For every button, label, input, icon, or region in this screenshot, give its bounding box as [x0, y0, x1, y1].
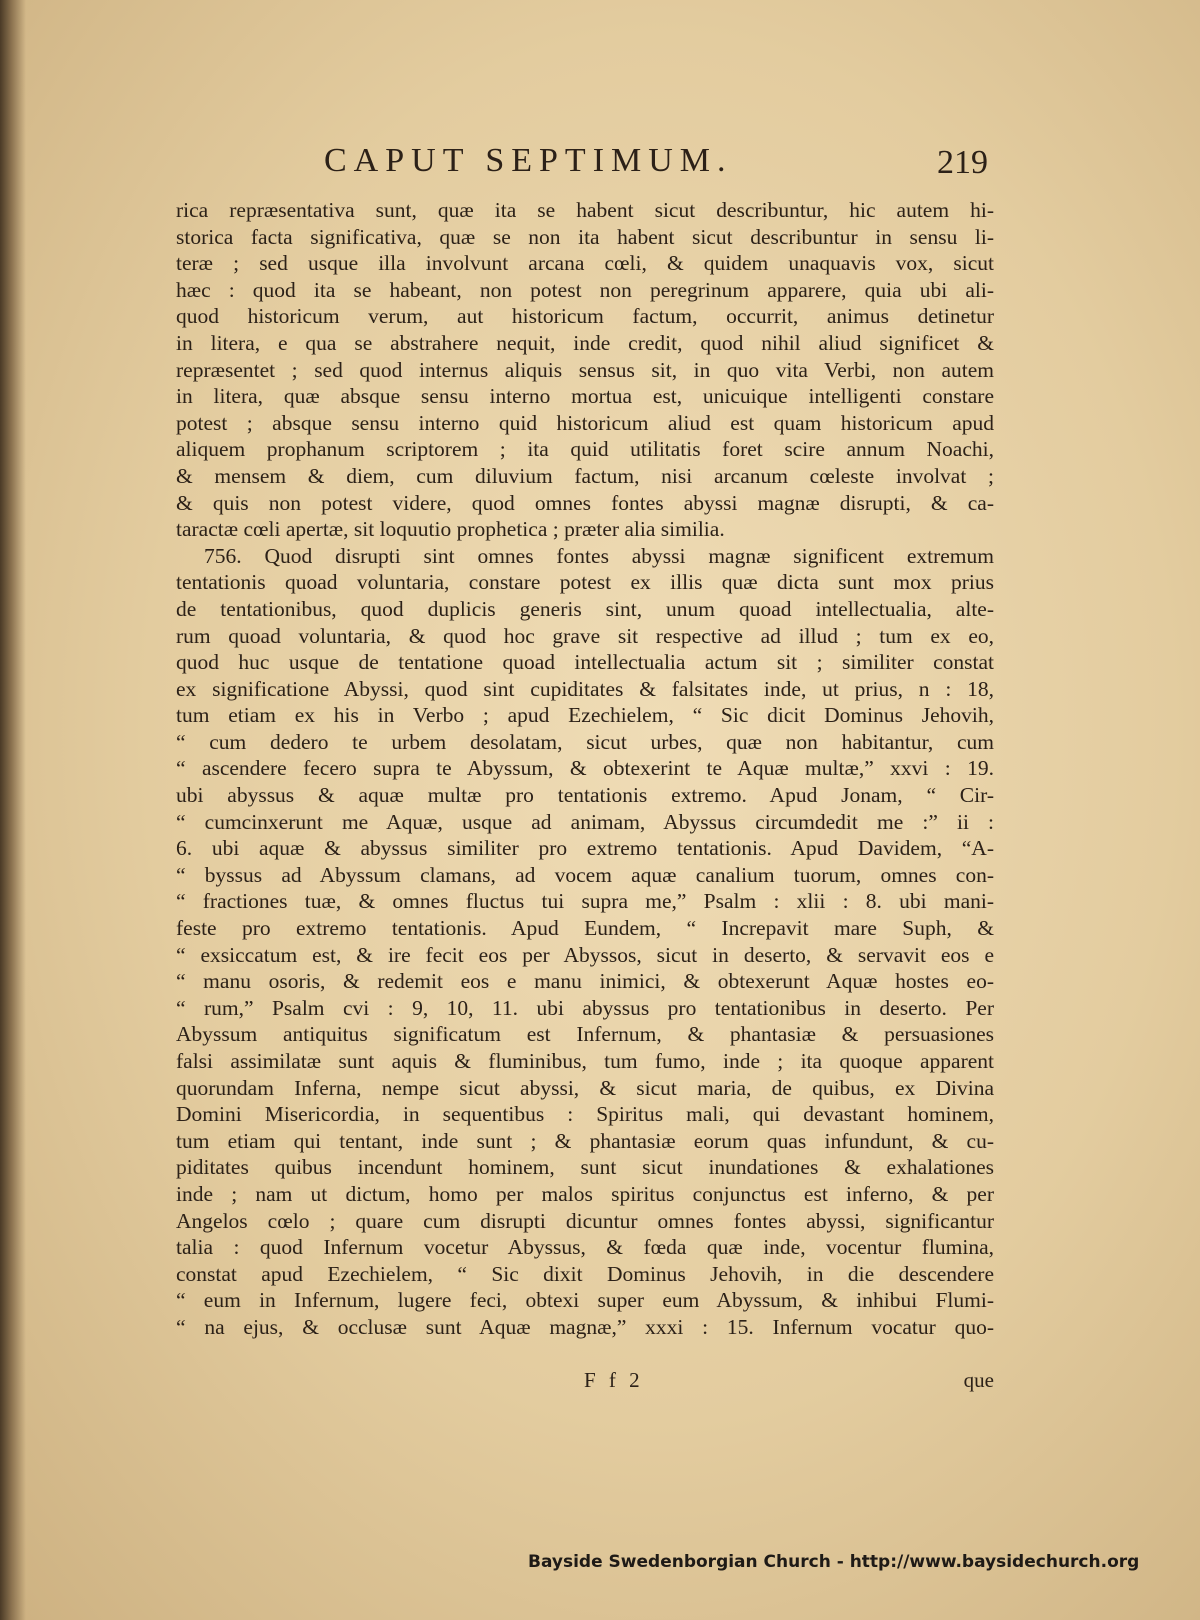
- text-line: potest ; absque sensu interno quid historicum aliud est quam historicum apud: [176, 410, 994, 435]
- text-line: inde ; nam ut dictum, homo per malos spiritus conjunctus est inferno, & per: [176, 1181, 994, 1206]
- book-gutter-shadow: [0, 0, 26, 1620]
- paragraph-756-start: 756. Quod disrupti sint omnes fontes abyssi magnæ significent extremum: [204, 543, 994, 568]
- running-title: CAPUT SEPTIMUM.: [324, 142, 733, 179]
- page-number: 219: [937, 144, 988, 181]
- text-line: falsi assimilatæ sunt aquis & fluminibus, tum fumo, inde ; ita quoque apparent: [176, 1049, 994, 1073]
- text-line: quorundam Inferna, nempe sicut abyssi, & sicut maria, de quibus, ex Divina: [176, 1075, 994, 1100]
- text-line: taractæ cœli apertæ, sit loquutio prophetica ; præter alia similia.: [176, 517, 725, 542]
- text-line: rica repræsentativa sunt, quæ ita se habent sicut describuntur, hic autem hi-: [176, 198, 994, 222]
- text-line: tentationis quoad voluntaria, constare potest ex illis quæ dicta sunt mox prius: [176, 570, 994, 595]
- text-line: quod huc usque de tentatione quoad intellectualia actum sit ; similiter constat: [176, 650, 994, 675]
- text-line: talia : quod Infernum vocetur Abyssus, & fœda quæ inde, vocentur flumina,: [176, 1235, 994, 1260]
- text-line: ex significatione Abyssi, quod sint cupiditates & falsitates inde, ut prius, n : 18,: [176, 676, 994, 701]
- text-line: in litera, e qua se abstrahere nequit, inde credit, quod nihil aliud significet &: [176, 330, 994, 355]
- text-line: “ na ejus, & occlusæ sunt Aquæ magnæ,” xxxi : 15. Infernum vocatur quo-: [176, 1314, 994, 1339]
- text-line: 6. ubi aquæ & abyssus similiter pro extremo tentationis. Apud Davidem, “A-: [176, 836, 994, 861]
- text-line: & mensem & diem, cum diluvium factum, nisi arcanum cœleste involvat ;: [176, 463, 994, 488]
- text-line: “ cumcinxerunt me Aquæ, usque ad animam, Abyssus circumdedit me :” ii :: [176, 809, 994, 834]
- text-line: storica facta significativa, quæ se non ita habent sicut describuntur in sensu li-: [176, 224, 994, 249]
- text-line: “ manu osoris, & redemit eos e manu inimici, & obtexerunt Aquæ hostes eo-: [176, 969, 994, 994]
- text-line: “ eum in Infernum, lugere feci, obtexi super eum Abyssum, & inhibui Flumi-: [176, 1288, 994, 1313]
- text-line: tum etiam ex his in Verbo ; apud Ezechielem, “ Sic dicit Dominus Jehovih,: [176, 703, 994, 728]
- watermark-credit: Bayside Swedenborgian Church - http://www.baysidechurch.org: [528, 1552, 1140, 1572]
- text-line: ubi abyssus & aquæ multæ pro tentationis extremo. Apud Jonam, “ Cir-: [176, 783, 994, 808]
- catchword: que: [963, 1368, 994, 1392]
- text-line: piditates quibus incendunt hominem, sunt sicut inundationes & exhalationes: [176, 1155, 994, 1180]
- text-line: quod historicum verum, aut historicum factum, occurrit, animus detinetur: [176, 304, 994, 329]
- text-line: Domini Misericordia, in sequentibus : Spiritus mali, qui devastant hominem,: [176, 1102, 994, 1127]
- text-line: “ cum dedero te urbem desolatam, sicut urbes, quæ non habitantur, cum: [176, 729, 994, 754]
- text-line: repræsentet ; sed quod internus aliquis sensus sit, in quo vita Verbi, non autem: [176, 357, 994, 382]
- text-line: “ rum,” Psalm cvi : 9, 10, 11. ubi abyssus pro tentationibus in deserto. Per: [176, 995, 994, 1020]
- text-line: Abyssum antiquitus significatum est Infernum, & phantasiæ & persuasiones: [176, 1022, 994, 1047]
- text-line: “ exsiccatum est, & ire fecit eos per Abyssos, sicut in deserto, & servavit eos e: [176, 942, 994, 967]
- text-line: Angelos cœlo ; quare cum disrupti dicuntur omnes fontes abyssi, significantur: [176, 1208, 994, 1233]
- text-line: & quis non potest videre, quod omnes fontes abyssi magnæ disrupti, & ca-: [176, 490, 994, 515]
- text-line: “ ascendere fecero supra te Abyssum, & obtexerint te Aquæ multæ,” xxvi : 19.: [176, 756, 994, 781]
- text-line: rum quoad voluntaria, & quod hoc grave sit respective ad illud ; tum ex eo,: [176, 623, 994, 648]
- text-line: “ byssus ad Abyssum clamans, ad vocem aquæ canalium tuorum, omnes con-: [176, 862, 994, 887]
- page-header: [176, 136, 994, 196]
- text-line: feste pro extremo tentationis. Apud Eundem, “ Increpavit mare Suph, &: [176, 916, 994, 941]
- text-line: teræ ; sed usque illa involvunt arcana cœli, & quidem unaquavis vox, sicut: [176, 251, 994, 276]
- signature-mark: F f 2: [584, 1368, 644, 1392]
- text-line: hæc : quod ita se habeant, non potest non peregrinum apparere, quia ubi ali-: [176, 277, 994, 302]
- page-footer: [176, 1368, 994, 1398]
- text-line: de tentationibus, quod duplicis generis sint, unum quoad intellectualia, alte-: [176, 596, 994, 621]
- text-line: “ fractiones tuæ, & omnes fluctus tui supra me,” Psalm : xlii : 8. ubi mani-: [176, 889, 994, 914]
- text-line: aliquem prophanum scriptorem ; ita quid utilitatis foret scire annum Noachi,: [176, 437, 994, 462]
- text-line: constat apud Ezechielem, “ Sic dixit Dominus Jehovih, in die descendere: [176, 1261, 994, 1286]
- text-line: tum etiam qui tentant, inde sunt ; & phantasiæ eorum quas infundunt, & cu-: [176, 1128, 994, 1153]
- text-line: in litera, quæ absque sensu interno mortua est, unicuique intelligenti constare: [176, 384, 994, 409]
- body-text: [176, 197, 994, 1341]
